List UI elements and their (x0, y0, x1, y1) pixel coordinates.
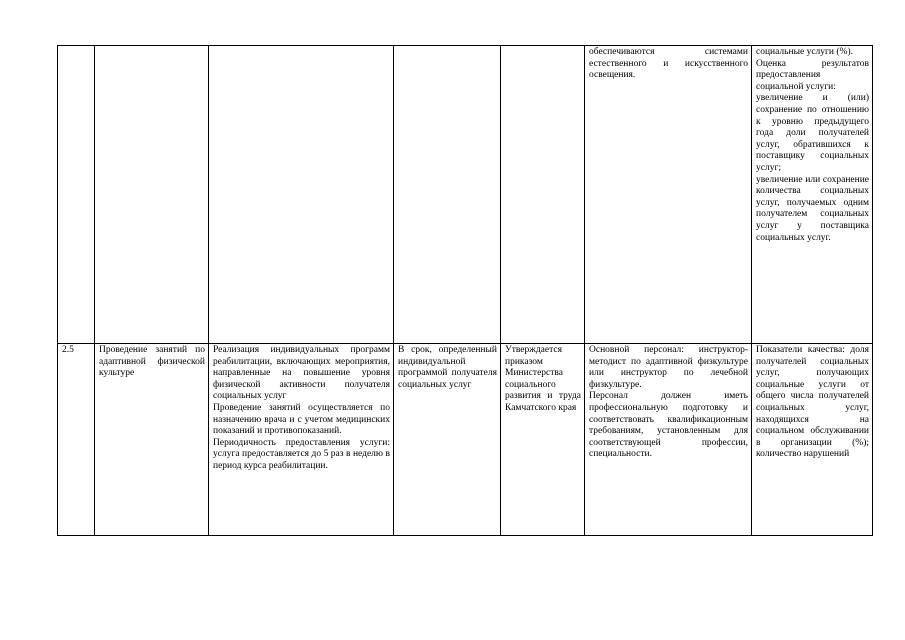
cell-description (209, 46, 394, 344)
indicators-paragraph: Оценка результатов предоставления социальной услуги: (756, 58, 869, 92)
conditions-paragraph: Основной персонал: инструктор-методист по адаптивной физкультуре или инструктор по лечебной физкультуре. (589, 345, 748, 390)
table-row (58, 344, 873, 536)
description-paragraph: Проведение занятий осуществляется по назначению врача и с учетом медицинских показаний и противопоказаний. (213, 402, 390, 437)
description-paragraph: Реализация индивидуальных программ реабилитации, включающих мероприятия, направленные на повышение уровня физической активности получателя социальных услуг (213, 345, 390, 402)
cell-term (394, 46, 501, 344)
cell-service-name: Проведение занятий по адаптивной физической культуре (95, 344, 209, 536)
conditions-paragraph: обеспечиваются системами естественного и искусственного освещения. (589, 47, 748, 81)
cell-indicators (752, 344, 873, 536)
cell-conditions (585, 344, 752, 536)
cell-description (209, 344, 394, 536)
cell-standard (501, 46, 585, 344)
cell-service-name (95, 46, 209, 344)
indicators-paragraph: увеличение или сохранение количества социальных услуг, получаемых одним получателем социальных услуг у поставщика социальных услуг. (756, 174, 869, 243)
services-table (57, 45, 873, 536)
cell-standard: Утверждается приказом Министерства социального развития и труда Камчатского края (501, 344, 585, 536)
cell-conditions (585, 46, 752, 344)
cell-number: 2.5 (58, 344, 95, 536)
cell-indicators (752, 46, 873, 344)
cell-number (58, 46, 95, 344)
indicators-paragraph: Показатели качества: доля получателей социальных услуг, получающих социальные услуги от общего числа получателей социальных услуг, находящихся на социальном обслуживании в организации (%); количество нарушений (756, 345, 869, 460)
cell-term: В срок, определенный индивидуальной программой получателя социальных услуг (394, 344, 501, 536)
description-paragraph: Периодичность предоставления услуги: услуга предоставляется до 5 раз в неделю в период курса реабилитации. (213, 437, 390, 471)
conditions-paragraph: Персонал должен иметь профессиональную подготовку и соответствовать квалификационным требованиям, установленным для соответствующей профессии, специальности. (589, 391, 748, 460)
indicators-paragraph: увеличение и (или) сохранение по отношению к уровню предыдущего года доли получателей услуг, обратившихся к поставщику социальных услуг; (756, 93, 869, 173)
indicators-paragraph: социальные услуги (%). (756, 47, 853, 57)
table-row (58, 46, 873, 344)
